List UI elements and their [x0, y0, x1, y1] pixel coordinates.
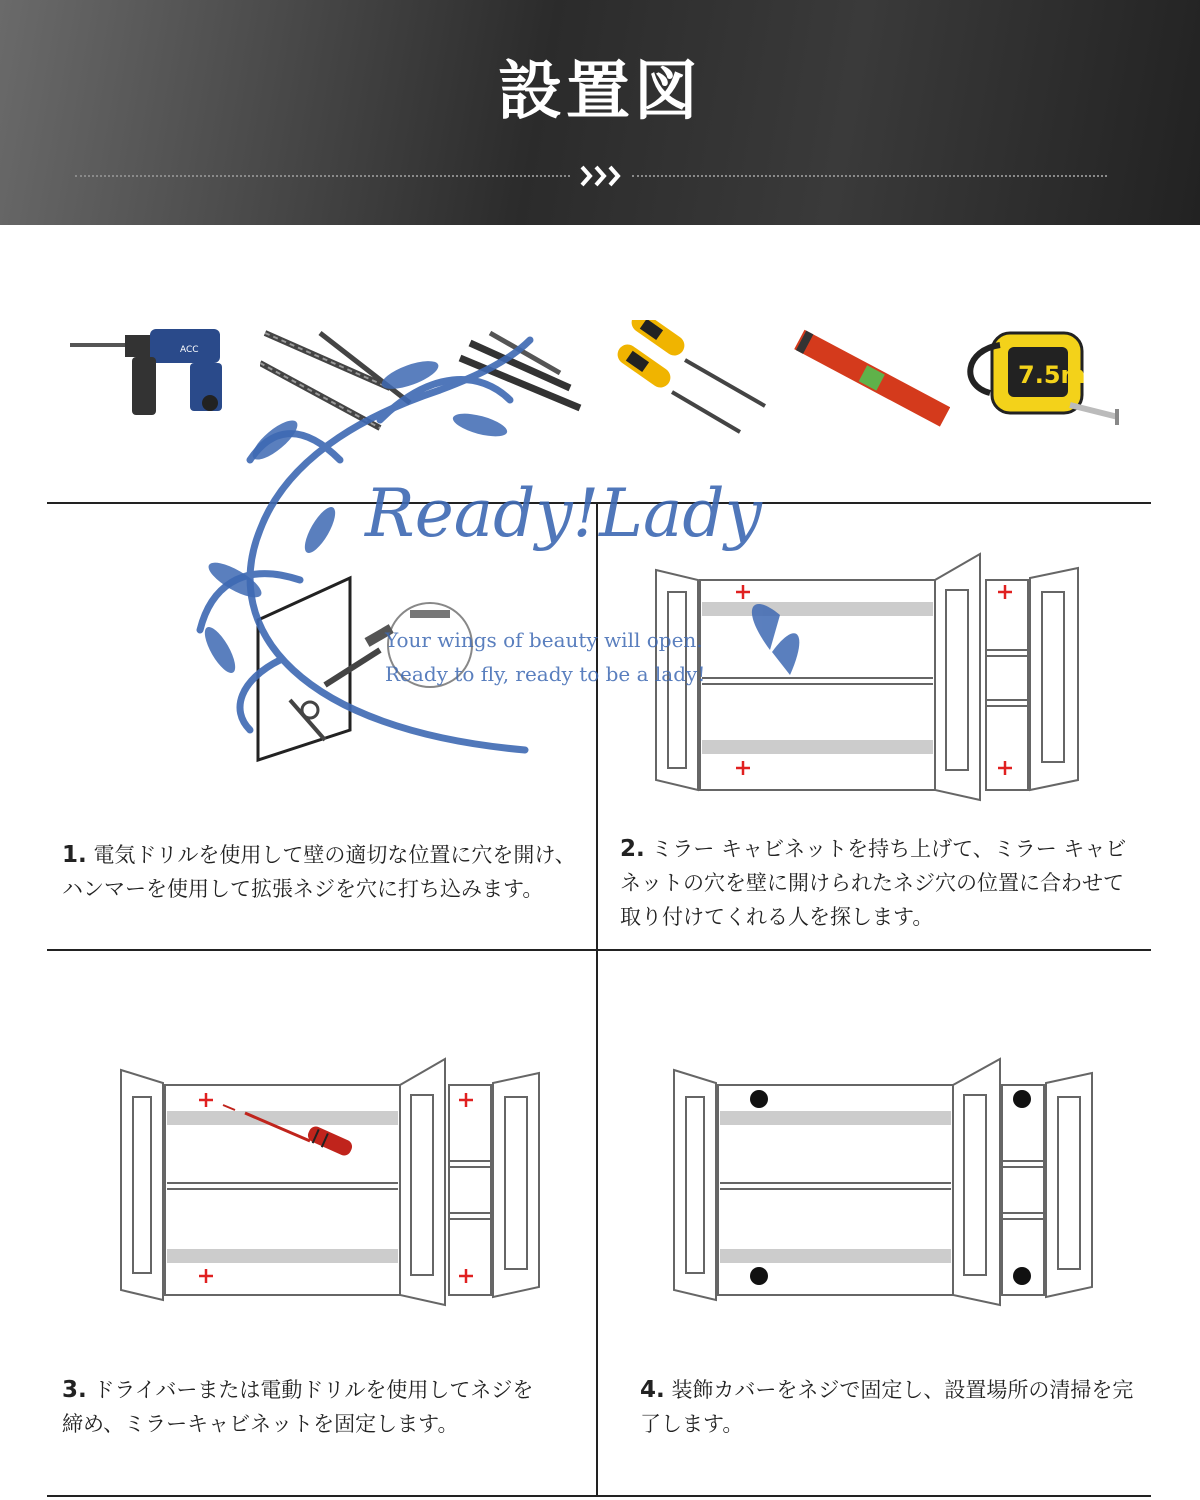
step2-cabinet-diagram — [650, 550, 1090, 810]
step-3-text: 3. ドライバーまたは電動ドリルを使用してネジを 締め、ミラーキャビネットを固定します。 — [62, 1377, 534, 1436]
watermark-tagline-2: Ready to fly, ready to be a lady! — [385, 662, 706, 686]
watermark-tagline-1: Your wings of beauty will open. — [385, 628, 703, 652]
step-2-text: 2. ミラー キャビネットを持ち上げて、ミラー キャビ ネットの穴を壁に開けられたネジ穴の位置に合わせて 取り付けてくれる人を探します。 — [620, 836, 1127, 929]
spirit-level-icon — [790, 320, 950, 440]
drill-bits-icon — [260, 328, 590, 438]
tools-row — [0, 300, 1200, 450]
step4-cabinet-diagram — [668, 1055, 1108, 1315]
page-title: 設置図 — [498, 55, 702, 129]
svg-text:7.5m: 7.5m — [1018, 361, 1086, 389]
svg-text:ACC: ACC — [180, 345, 199, 355]
step3-cabinet-diagram — [115, 1055, 555, 1315]
electric-drill-icon — [70, 325, 240, 435]
screwdrivers-icon — [610, 320, 770, 440]
grid-line-bottom — [47, 1495, 1151, 1497]
header-banner — [0, 0, 1200, 225]
tape-measure-icon — [960, 325, 1125, 440]
grid-line-middle — [47, 949, 1151, 951]
watermark-brand: Ready!Lady — [365, 475, 762, 552]
divider-left — [75, 175, 570, 177]
divider-right — [632, 175, 1107, 177]
triple-chevron-icon — [578, 163, 628, 189]
step-1-text: 1. 電気ドリルを使用して壁の適切な位置に穴を開け、 ハンマーを使用して拡張ネジを穴に打ち込みます。 — [62, 842, 576, 901]
step-4-text: 4. 装飾カバーをネジで固定し、設置場所の清掃を完 了します。 — [640, 1377, 1134, 1436]
